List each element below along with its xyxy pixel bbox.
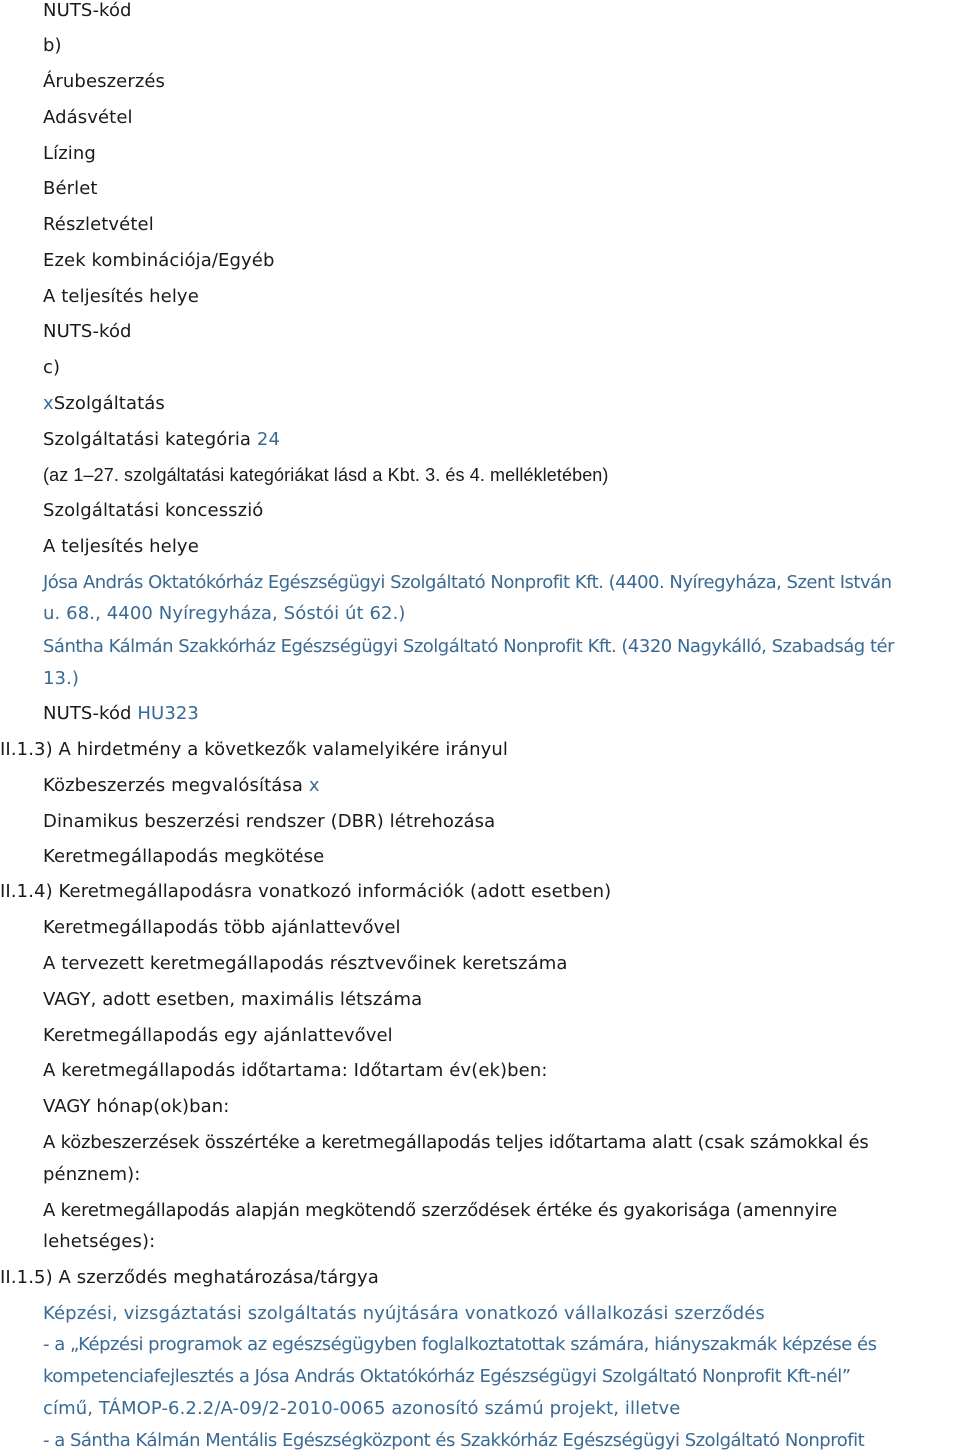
public-procurement-row: [43, 775, 320, 797]
combination-option: Ezek kombinációja/Egyéb: [43, 250, 275, 271]
nuts-code-label: NUTS-kód: [43, 703, 138, 724]
framework-single-label: Keretmegállapodás egy ajánlattevővel: [43, 1025, 393, 1046]
performance-place-value-1b: u. 68., 4400 Nyíregyháza, Sóstói út 62.): [43, 603, 406, 624]
performance-place-value-2a: Sántha Kálmán Szakkórház Egészségügyi Szolgáltató Nonprofit Kft. (4320 Nagykálló, Szabadság tér: [43, 636, 894, 657]
contract-subject-line-2: kompetenciafejlesztés a Jósa András Oktatókórház Egészségügyi Szolgáltató Nonprofit Kft-nél”: [43, 1366, 851, 1387]
place-of-performance-label: A teljesítés helye: [43, 536, 199, 557]
nuts-code-label: NUTS-kód: [43, 0, 132, 21]
supply-heading: Árubeszerzés: [43, 71, 166, 92]
performance-place-value-2b: 13.): [43, 668, 80, 689]
option-c-label: c): [43, 357, 61, 378]
section-II-1-3-heading: II.1.3) A hirdetmény a következők valamelyikére irányul: [0, 739, 509, 760]
framework-multiple-label: Keretmegállapodás több ajánlattevővel: [43, 917, 401, 938]
service-category-row: [43, 429, 280, 451]
framework-participants-label: A tervezett keretmegállapodás résztvevőinek keretszáma: [43, 953, 568, 974]
contract-value-frequency-label-b: lehetséges):: [43, 1231, 156, 1252]
framework-agreement-option: Keretmegállapodás megkötése: [43, 846, 325, 867]
leasing-option: Lízing: [43, 143, 96, 164]
option-b-label: b): [43, 35, 62, 56]
public-procurement-label: Közbeszerzés megvalósítása: [43, 775, 309, 796]
section-II-1-4-heading: II.1.4) Keretmegállapodásra vonatkozó információk (adott esetben): [0, 881, 612, 902]
purchase-option: Adásvétel: [43, 107, 133, 128]
performance-place-value-1a: Jósa András Oktatókórház Egészségügyi Szolgáltató Nonprofit Kft. (4400. Nyíregyháza, Szent István: [43, 572, 892, 593]
service-category-note: (az 1–27. szolgáltatási kategóriákat lásd a Kbt. 3. és 4. mellékletében): [43, 465, 609, 485]
nuts-code-row: [43, 703, 199, 725]
service-concession-option: Szolgáltatási koncesszió: [43, 500, 264, 521]
nuts-code-value: HU323: [137, 703, 199, 724]
place-of-performance-label: A teljesítés helye: [43, 286, 199, 307]
services-row: [43, 393, 165, 415]
dps-option: Dinamikus beszerzési rendszer (DBR) létrehozása: [43, 811, 496, 832]
nuts-code-label: NUTS-kód: [43, 321, 132, 342]
service-category-label: Szolgáltatási kategória: [43, 429, 257, 450]
framework-max-participants-label: VAGY, adott esetben, maximális létszáma: [43, 989, 423, 1010]
contract-subject-line-1: - a „Képzési programok az egészségügyben foglalkoztatottak számára, hiányszakmák képzése és: [43, 1334, 877, 1355]
public-procurement-checkmark: x: [308, 775, 320, 796]
services-label: Szolgáltatás: [53, 393, 165, 414]
services-checkmark: x: [43, 393, 54, 414]
total-value-label-b: pénznem):: [43, 1164, 141, 1185]
framework-duration-years-label: A keretmegállapodás időtartama: Időtartam év(ek)ben:: [43, 1060, 548, 1081]
hire-purchase-option: Részletvétel: [43, 214, 154, 235]
total-value-label-a: A közbeszerzések összértéke a keretmegállapodás teljes időtartama alatt (csak számokkal és: [43, 1132, 869, 1153]
rental-option: Bérlet: [43, 178, 98, 199]
contract-subject-line-4: - a Sántha Kálmán Mentális Egészségközpont és Szakkórház Egészségügyi Szolgáltató Nonprofit: [43, 1430, 865, 1451]
contract-subject-title: Képzési, vizsgáztatási szolgáltatás nyújtására vonatkozó vállalkozási szerződés: [43, 1303, 765, 1324]
section-II-1-5-heading: II.1.5) A szerződés meghatározása/tárgya: [0, 1267, 379, 1288]
service-category-value: 24: [256, 429, 280, 450]
framework-duration-months-label: VAGY hónap(ok)ban:: [43, 1096, 230, 1117]
contract-subject-line-3: című, TÁMOP-6.2.2/A-09/2-2010-0065 azonosító számú projekt, illetve: [43, 1398, 681, 1419]
contract-value-frequency-label-a: A keretmegállapodás alapján megkötendő szerződések értéke és gyakorisága (amennyire: [43, 1200, 838, 1221]
